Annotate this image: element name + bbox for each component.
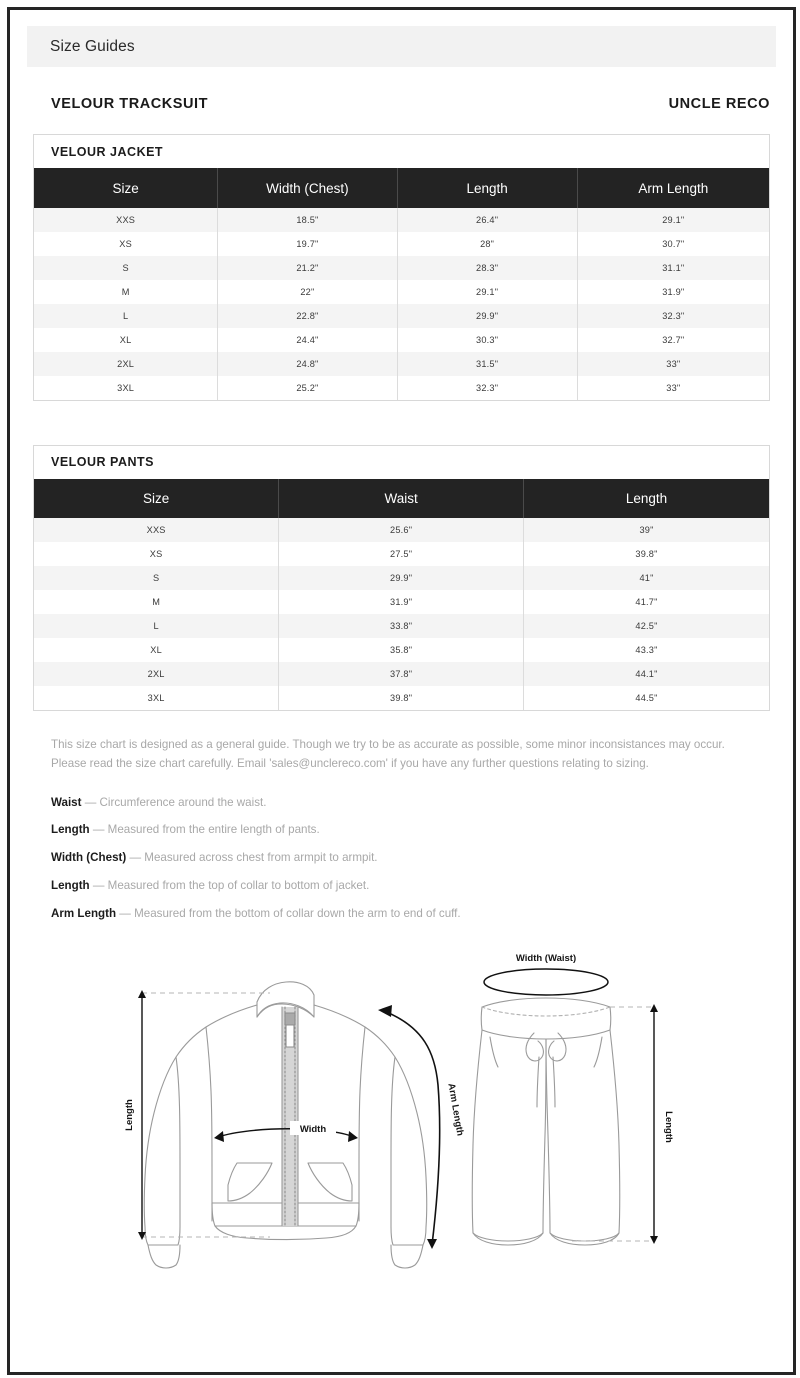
column-header-arm-length: Arm Length bbox=[577, 169, 769, 208]
cell-size: XS bbox=[34, 542, 279, 566]
table-row bbox=[34, 208, 769, 232]
table-row bbox=[34, 256, 769, 280]
definition-term: Length bbox=[51, 823, 90, 837]
cell-size: 3XL bbox=[34, 686, 279, 710]
waist-circumference-ellipse bbox=[484, 969, 608, 995]
tracksuit-diagram-svg bbox=[102, 945, 702, 1335]
cell-measurement: 31.1" bbox=[662, 262, 685, 273]
cell-measurement: 31.5" bbox=[397, 352, 577, 376]
table-row bbox=[34, 376, 769, 400]
cell-measurement: 25.2" bbox=[218, 376, 397, 400]
product-header bbox=[27, 96, 776, 112]
velour-jacket-table-container bbox=[33, 134, 770, 401]
cell-measurement: 18.5" bbox=[218, 208, 397, 232]
jacket-drawing bbox=[144, 981, 427, 1267]
size-guides-banner bbox=[27, 26, 776, 67]
cell-measurement: 24.4" bbox=[218, 328, 397, 352]
velour-pants-caption: VELOUR PANTS bbox=[34, 446, 769, 479]
definition-row bbox=[51, 906, 752, 923]
velour-pants-table bbox=[34, 479, 769, 711]
cell-measurement: 33" bbox=[666, 382, 681, 393]
pants-waist-label: Width (Waist) bbox=[515, 952, 576, 964]
cell-measurement: 29.9" bbox=[397, 304, 577, 328]
cell-size: S bbox=[34, 566, 279, 590]
cell-measurement: 22.8" bbox=[218, 304, 397, 328]
jacket-length-label: Length bbox=[123, 1098, 135, 1131]
cell-measurement: 19.7" bbox=[218, 232, 397, 256]
table-row bbox=[34, 566, 769, 590]
garment-illustration bbox=[27, 945, 776, 1345]
cell-measurement: 39.8" bbox=[279, 686, 524, 710]
cell-measurement: 39" bbox=[639, 525, 654, 535]
page-border-right bbox=[793, 7, 796, 1375]
table-row bbox=[34, 542, 769, 566]
table-row bbox=[34, 686, 769, 710]
definition-description: — Measured from the top of collar to bottom of jacket. bbox=[89, 878, 370, 892]
jacket-arm-length-label: Arm Length bbox=[444, 1081, 466, 1137]
definition-row bbox=[51, 822, 752, 839]
cell-measurement: 21.2" bbox=[218, 256, 397, 280]
table-row bbox=[34, 662, 769, 686]
cell-size: 2XL bbox=[34, 662, 279, 686]
velour-pants-table-container bbox=[33, 445, 770, 712]
definition-row bbox=[51, 795, 752, 812]
cell-measurement: 32.7" bbox=[662, 334, 685, 345]
definition-term: Arm Length bbox=[51, 906, 117, 920]
cell-size: M bbox=[34, 280, 218, 304]
cell-measurement: 27.5" bbox=[279, 542, 524, 566]
cell-size: XS bbox=[34, 232, 218, 256]
pants-drawing bbox=[472, 998, 620, 1245]
table-row bbox=[34, 614, 769, 638]
definition-row bbox=[51, 850, 752, 867]
table-row bbox=[34, 590, 769, 614]
cell-measurement: 25.6" bbox=[279, 518, 524, 542]
pants-length-arrow bbox=[650, 1004, 658, 1244]
cell-size: XXS bbox=[34, 518, 279, 542]
cell-size: L bbox=[34, 614, 279, 638]
definition-description: — Measured from the bottom of collar down the arm to end of cuff. bbox=[116, 906, 461, 920]
jacket-width-label: Width bbox=[299, 1123, 326, 1135]
cell-measurement: 41" bbox=[639, 573, 654, 583]
cell-measurement: 24.8" bbox=[218, 352, 397, 376]
cell-measurement: 35.8" bbox=[279, 638, 524, 662]
column-header-size: Size bbox=[34, 479, 279, 518]
cell-measurement: 26.4" bbox=[397, 208, 577, 232]
cell-measurement: 32.3" bbox=[397, 376, 577, 400]
cell-measurement: 32.3" bbox=[662, 310, 685, 321]
cell-measurement: 42.5" bbox=[635, 621, 658, 631]
cell-size: L bbox=[34, 304, 218, 328]
table-row bbox=[34, 304, 769, 328]
cell-measurement: 29.9" bbox=[279, 566, 524, 590]
cell-size: M bbox=[34, 590, 279, 614]
cell-size: 3XL bbox=[34, 376, 218, 400]
cell-measurement: 29.1" bbox=[662, 214, 685, 225]
brand-title: UNCLE RECO bbox=[668, 96, 770, 112]
table-row bbox=[34, 328, 769, 352]
velour-jacket-caption: VELOUR JACKET bbox=[34, 135, 769, 168]
cell-measurement: 29.1" bbox=[397, 280, 577, 304]
column-header-length: Length bbox=[397, 169, 577, 208]
table-row bbox=[34, 352, 769, 376]
table-row bbox=[34, 638, 769, 662]
cell-size: S bbox=[34, 256, 218, 280]
table-row bbox=[34, 518, 769, 542]
column-header-width-chest: Width (Chest) bbox=[218, 169, 397, 208]
definition-description: — Circumference around the waist. bbox=[81, 795, 267, 809]
page-frame bbox=[7, 7, 796, 1375]
velour-jacket-table bbox=[34, 168, 769, 400]
product-title: VELOUR TRACKSUIT bbox=[51, 96, 209, 112]
measure-guide-lines bbox=[142, 993, 654, 1241]
cell-size: XXS bbox=[34, 208, 218, 232]
velour-pants-table-body bbox=[34, 518, 769, 710]
jacket-arm-length-arrow bbox=[378, 1005, 440, 1249]
definition-term: Waist bbox=[51, 795, 82, 809]
disclaimer-text: This size chart is designed as a general guide. Though we try to be as accurate as possible, some minor inconsistances may occur. Please read the size chart carefully. Email 'sales@unclereco.com' if you have any further questions relating to sizing. bbox=[51, 738, 725, 770]
cell-measurement: 31.9" bbox=[662, 286, 685, 297]
definition-description: — Measured from the entire length of pants. bbox=[89, 823, 320, 837]
column-header-length: Length bbox=[524, 479, 770, 518]
cell-size: XL bbox=[34, 328, 218, 352]
size-guides-title: Size Guides bbox=[50, 37, 135, 55]
definition-row bbox=[51, 878, 752, 895]
cell-size: XL bbox=[34, 638, 279, 662]
pants-length-label: Length bbox=[662, 1110, 674, 1143]
cell-measurement: 37.8" bbox=[279, 662, 524, 686]
cell-size: 2XL bbox=[34, 352, 218, 376]
table-header-row bbox=[34, 169, 769, 208]
column-header-waist: Waist bbox=[279, 479, 524, 518]
table-header-row bbox=[34, 479, 769, 518]
cell-measurement: 28" bbox=[397, 232, 577, 256]
cell-measurement: 43.3" bbox=[635, 645, 658, 655]
table-row bbox=[34, 232, 769, 256]
cell-measurement: 28.3" bbox=[397, 256, 577, 280]
cell-measurement: 31.9" bbox=[279, 590, 524, 614]
measurement-definitions bbox=[51, 795, 752, 923]
cell-measurement: 33.8" bbox=[279, 614, 524, 638]
definition-description: — Measured across chest from armpit to armpit. bbox=[126, 851, 378, 865]
column-header-size: Size bbox=[34, 169, 218, 208]
cell-measurement: 33" bbox=[666, 358, 681, 369]
cell-measurement: 41.7" bbox=[635, 597, 658, 607]
cell-measurement: 30.3" bbox=[397, 328, 577, 352]
cell-measurement: 39.8" bbox=[635, 549, 658, 559]
definition-term: Length bbox=[51, 878, 90, 892]
definition-term: Width (Chest) bbox=[51, 851, 127, 865]
cell-measurement: 30.7" bbox=[662, 238, 685, 249]
cell-measurement: 44.1" bbox=[635, 669, 658, 679]
table-row bbox=[34, 280, 769, 304]
velour-jacket-table-body bbox=[34, 208, 769, 400]
cell-measurement: 22" bbox=[218, 280, 397, 304]
cell-measurement: 44.5" bbox=[635, 693, 658, 703]
